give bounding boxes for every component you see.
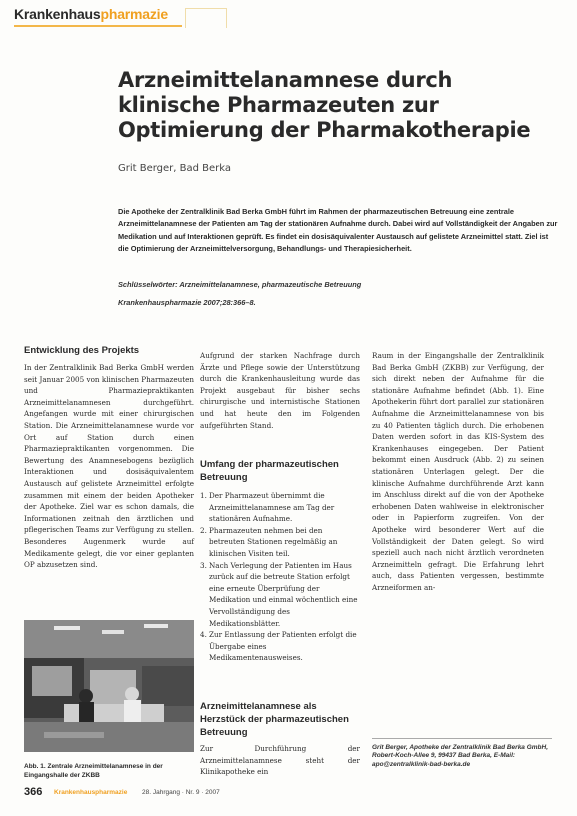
list-number: 2. [200,525,207,535]
page-number: 366 [24,786,43,798]
brand-part-2: pharmazie [100,6,168,22]
running-header [0,0,577,30]
list-item [200,560,360,630]
section-heading-herzstueck: Arzneimittelanamnese als Herzstück der pharmazeutischen Betreuung [200,701,349,738]
list-text: Nach Verlegung der Patienten im Haus zurück auf die betreute Station erfolgt eine erneute Überprüfung der Medikation und einmal wöchentlich eine Vervollständigung des Medikationsblätter. [209,560,358,628]
section-heading-umfang: Umfang der pharmazeutischen Betreuung [200,459,339,483]
list-text: Zur Entlassung der Patienten erfolgt die Übergabe eines Medikamentenausweises. [209,630,357,663]
list-item [200,525,360,560]
header-decoration [185,8,227,28]
list-item [200,490,360,525]
article-keywords: Schlüsselwörter: Arzneimittelanamnese, pharmazeutische Betreuung [118,280,362,289]
footer-issue: 28. Jahrgang · Nr. 9 · 2007 [142,789,220,796]
article-author: Grit Berger, Bad Berka [118,163,232,174]
column-1-text: In der Zentralklinik Bad Berka GmbH werden seit Januar 2005 von klinischen Pharmazeuten und Pharmaziepraktikanten Arzneimittelanamnesen durchgeführt. Angefangen wurde mit einer chirurgischen Station. Die Arzneimittelanamnese wurde vor Ort auf Station durch einen Pharmaziepraktikanten vorgenommen. Die Bewertung des Anamnesebogens bezüglich Interaktionen und dosisäquivalentem Austausch auf gelistete Arzneimittel erfolgte zusammen mit einem der beiden Apotheker der Apotheke. Ziel war es schon damals, die Informationen zeitnah den ärztlichen und pflegerischen Teams zur Verfügung zu stellen. Besonderes Augenmerk wurde auf Medikamente gelegt, die vor einer geplanten OP abzusetzen sind. [24,363,194,570]
section-heading-entwicklung: Entwicklung des Projekts [24,345,140,356]
list-text: Der Pharmazeut übernimmt die Arzneimittelanamnese am Tag der stationären Aufnahme. [209,491,335,524]
column-3-text: Raum in der Eingangshalle der Zentralklinik Bad Berka GmbH (ZKBB) zur Verfügung, der sich direkt neben der Aufnahme für die stationäre Aufnahme befindet (Abb. 1). Eine Apothekerin führt dort parallel zur stationären Aufnahme die Arzneimittelanamnese von bis zu 40 Patienten täglich durch. Die erhobenen Daten werden sofort in das KIS-System des Krankenhauses eingegeben. Der Patient bekommt einen Ausdruck (Abb. 2) zu seinen stationären Unterlagen gelegt. Der die klinische Aufnahme durchführende Arzt kann im Anschluss direkt auf die von der Apotheke erhobenen Daten wahlweise in elektronischer oder in Papierform zugreifen. Von der Apotheke wird besonderer Wert auf die Vollständigkeit der Daten gelegt. So wird speziell auch nach nicht ärztlich verordneten Arzneimitteln gefragt. Die Erfahrung lehrt auch, dass Patienten vergessen, bestimmte Arzneiformen an- [372,351,544,592]
figure-caption: Abb. 1. Zentrale Arzneimittelanamnese in der Eingangshalle der ZKBB [24,763,163,779]
betreuung-list [200,490,360,664]
article-title: Arzneimittelanamnese durch klinische Pharmazeuten zur Optimierung der Pharmakotherapie [118,68,531,142]
column-2-intro: Aufgrund der starken Nachfrage durch Ärzte und Pflege sowie der Unterstützung durch die Krankenhausleitung wurde das Projekt ausgebaut für bisher sechs chirurgische und internistische Stationen und hat heute den im Folgenden aufgeführten Stand. [200,351,360,430]
list-text: Pharmazeuten nehmen bei den betreuten Stationen regelmäßig an klinischen Visiten teil. [209,525,338,558]
header-rule [14,25,182,27]
author-note-rule [372,738,552,739]
author-note: Grit Berger, Apotheke der Zentralklinik Bad Berka GmbH, Robert-Koch-Allee 9, 99437 Bad Berka, E-Mail: apo@zentralklinik-bad-berka.de [372,744,549,768]
column-2-text: Zur Durchführung der Arzneimittelanamnese steht der Klinikapotheke ein [200,744,360,777]
list-item [200,629,360,664]
brand-part-1: Krankenhaus [14,6,101,22]
page-footer [24,786,564,800]
journal-brand [14,6,168,22]
footer-journal: Krankenhauspharmazie [54,789,128,796]
photo-illustration [24,620,194,752]
figure-photo [24,620,194,752]
article-abstract: Die Apotheke der Zentralklinik Bad Berka GmbH führt im Rahmen der pharmazeutischen Betreuung eine zentrale Arzneimittelanamnese der Patienten am Tag der stationären Aufnahme durch. Dabei wird auf Vollständigkeit der Angaben zur Medikation und auf Interaktionen geprüft. Es findet ein dosisäquivalenter Austausch auf gelistete Arzneimittel statt. Ziel ist die Optimierung der Arzneimittelversorgung, Behandlungs- und Therapiesicherheit. [118,207,558,253]
list-number: 3. [200,560,207,570]
article-citation: Krankenhauspharmazie 2007;28:366–8. [118,298,256,307]
list-number: 1. [200,491,207,500]
list-number: 4. [200,630,207,640]
